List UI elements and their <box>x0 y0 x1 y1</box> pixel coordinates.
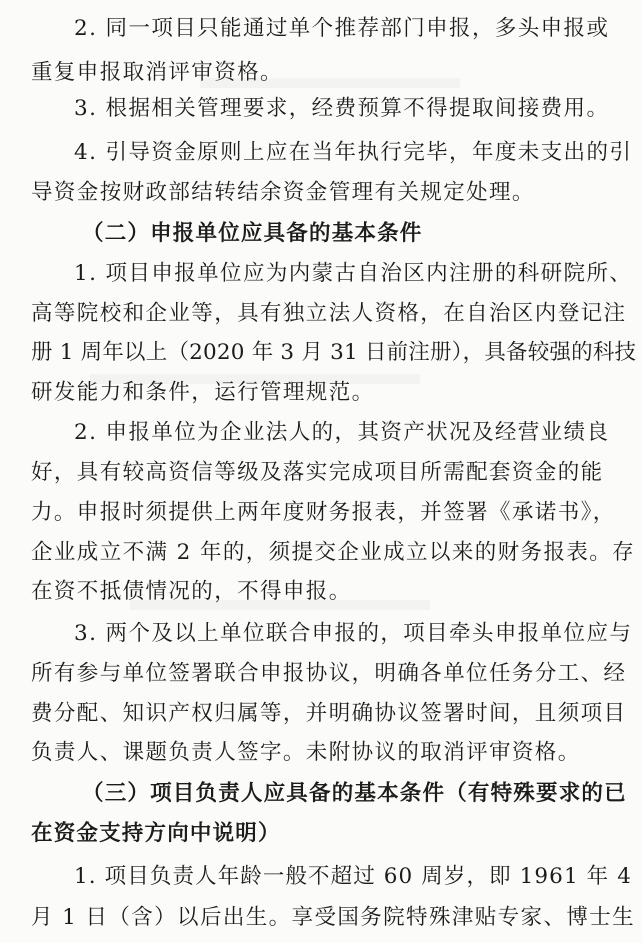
section-heading-3: （三）项目负责人应具备的基本条件（有特殊要求的已 <box>82 781 627 806</box>
paragraph-line: 册 1 周年以上（2020 年 3 月 31 日前注册），具备较强的科技 <box>31 340 637 365</box>
paragraph-line: 负责人、课题负责人签字。未附协议的取消评审资格。 <box>31 740 581 765</box>
paragraph-line: 月 1 日（含）以后出生。享受国务院特殊津贴专家、博士生 <box>31 905 636 930</box>
paragraph-line: 重复申报取消评审资格。 <box>31 60 283 85</box>
paragraph-line: 研发能力和条件，运行管理规范。 <box>31 380 375 405</box>
paragraph-line: 企业成立不满 2 年的，须提交企业成立以来的财务报表。存 <box>31 540 636 565</box>
paragraph-line: 好，具有较高资信等级及落实完成项目所需配套资金的能 <box>31 460 604 485</box>
paragraph-line: 3. 根据相关管理要求，经费预算不得提取间接费用。 <box>74 96 610 121</box>
paragraph-line: 1. 项目负责人年龄一般不超过 60 周岁，即 1961 年 4 <box>74 864 632 889</box>
paragraph-line: 所有参与单位签署联合申报协议，明确各单位任务分工、经 <box>31 661 627 686</box>
paragraph-line: 高等院校和企业等，具有独立法人资格，在自治区内登记注 <box>31 301 627 326</box>
paragraph-line: 在资不抵债情况的，不得申报。 <box>31 579 352 604</box>
paragraph-line: 3. 两个及以上单位联合申报的，项目牵头申报单位应与 <box>74 621 633 646</box>
paragraph-line: 费分配、知识产权归属等，并明确协议签署时间，且须项目 <box>31 701 627 726</box>
paragraph-line: 力。申报时须提供上两年度财务报表，并签署《承诺书》， <box>31 500 616 525</box>
section-heading-3-continued: 在资金支持方向中说明） <box>31 821 281 846</box>
paragraph-line: 2. 同一项目只能通过单个推荐部门申报，多头申报或 <box>74 16 610 41</box>
section-heading-2: （二）申报单位应具备的基本条件 <box>82 221 423 246</box>
paragraph-line: 导资金按财政部结转结余资金管理有关规定处理。 <box>31 180 535 205</box>
paragraph-line: 1. 项目申报单位应为内蒙古自治区内注册的科研院所、 <box>74 261 633 286</box>
paragraph-line: 4. 引导资金原则上应在当年执行完毕，年度未支出的引 <box>74 140 633 165</box>
paragraph-line: 2. 申报单位为企业法人的，其资产状况及经营业绩良 <box>74 420 610 445</box>
